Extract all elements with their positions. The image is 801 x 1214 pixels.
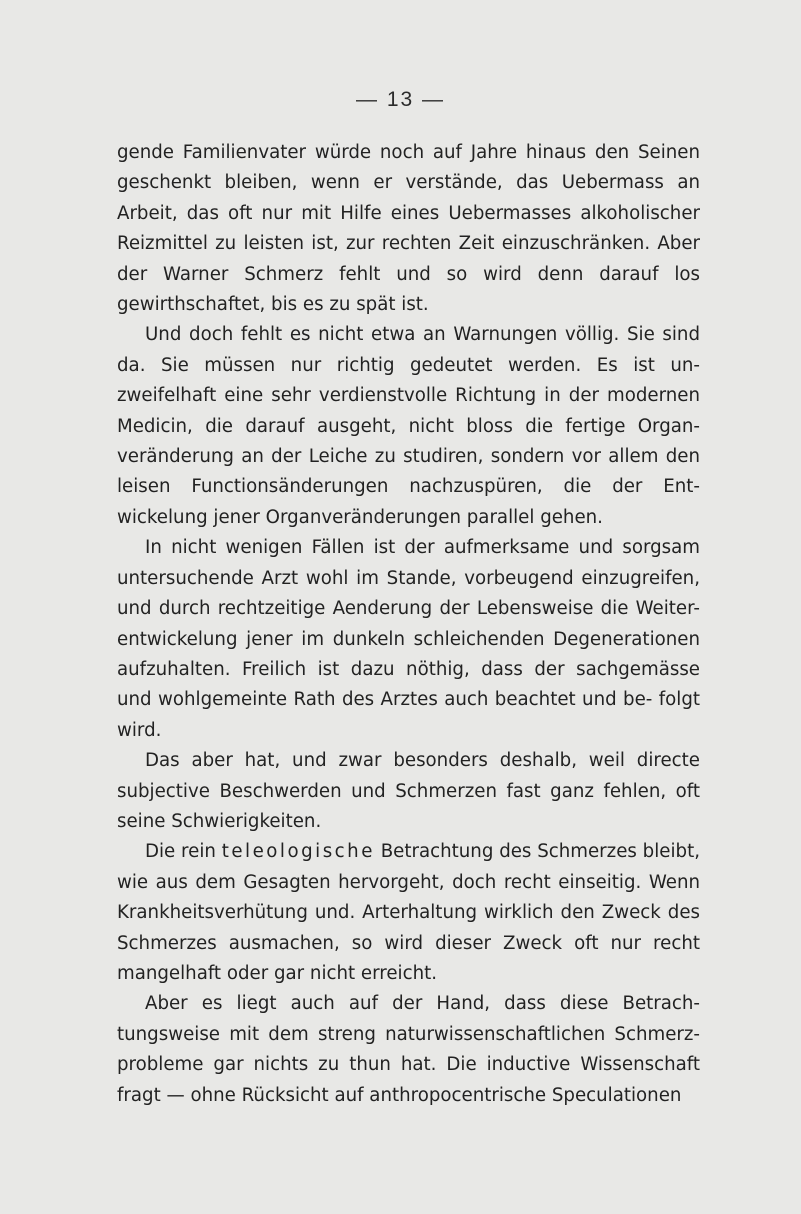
paragraph-6: Aber es liegt auch auf der Hand, dass diese Betrach- tungsweise mit dem streng naturwissenschaftlichen Schmerz- probleme gar nichts zu thun hat. Die inductive Wissenschaft fragt — ohne Rücksicht auf anthropocentrische Speculationen — [117, 993, 700, 1106]
paragraph-3: In nicht wenigen Fällen ist der aufmerksame und sorgsam untersuchende Arzt wohl im Stande, vorbeugend einzugreifen, und durch rechtzeitige Aenderung der Lebensweise die Weiter- entwickelung jener im dunkeln schleichenden Degenerationen aufzuhalten. Freilich ist dazu nöthig, dass der sachgemässe und wohlgemeinte Rath des Arztes auch beachtet und be- folgt wird. — [117, 537, 700, 741]
paragraph-1: gende Familienvater würde noch auf Jahre hinaus den Seinen geschenkt bleiben, wenn er verstände, das Uebermass an Arbeit, das oft nur mit Hilfe eines Uebermasses alkoholischer Reizmittel zu leisten ist, zur rechten Zeit einzuschränken. Aber der Warner Schmerz fehlt und so wird denn darauf los gewirthschaftet, bis es zu spät ist. — [117, 142, 700, 316]
body-text — [117, 138, 700, 1111]
paragraph-5 — [117, 837, 700, 989]
paragraph-5-rest: Betrachtung des Schmerzes bleibt, wie aus dem Gesagten hervorgeht, doch recht einseitig. Wenn Krankheitsverhütung und. Arterhaltung wirklich den Zweck des Schmerzes ausmachen, so wird dieser Zweck oft nur recht mangelhaft oder gar nicht erreicht. — [117, 841, 700, 984]
page-number: — 13 — — [355, 88, 446, 111]
paragraph-4: Das aber hat, und zwar besonders deshalb, weil directe subjective Beschwerden und Schmerzen fast ganz fehlen, oft seine Schwierigkeiten. — [117, 750, 700, 832]
emphasized-term: teleologische — [221, 841, 375, 863]
paragraph-5-start: Die rein — [145, 841, 222, 863]
paragraph-2: Und doch fehlt es nicht etwa an Warnungen völlig. Sie sind da. Sie müssen nur richtig gedeutet werden. Es ist un- zweifelhaft eine sehr verdienstvolle Richtung in der modernen Medicin, die darauf ausgeht, nicht bloss die fertige Organ- veränderung an der Leiche zu studiren, sondern vor allem den leisen Functionsänderungen nachzuspüren, die der Ent- wickelung jener Organveränderungen parallel gehen. — [117, 324, 700, 528]
